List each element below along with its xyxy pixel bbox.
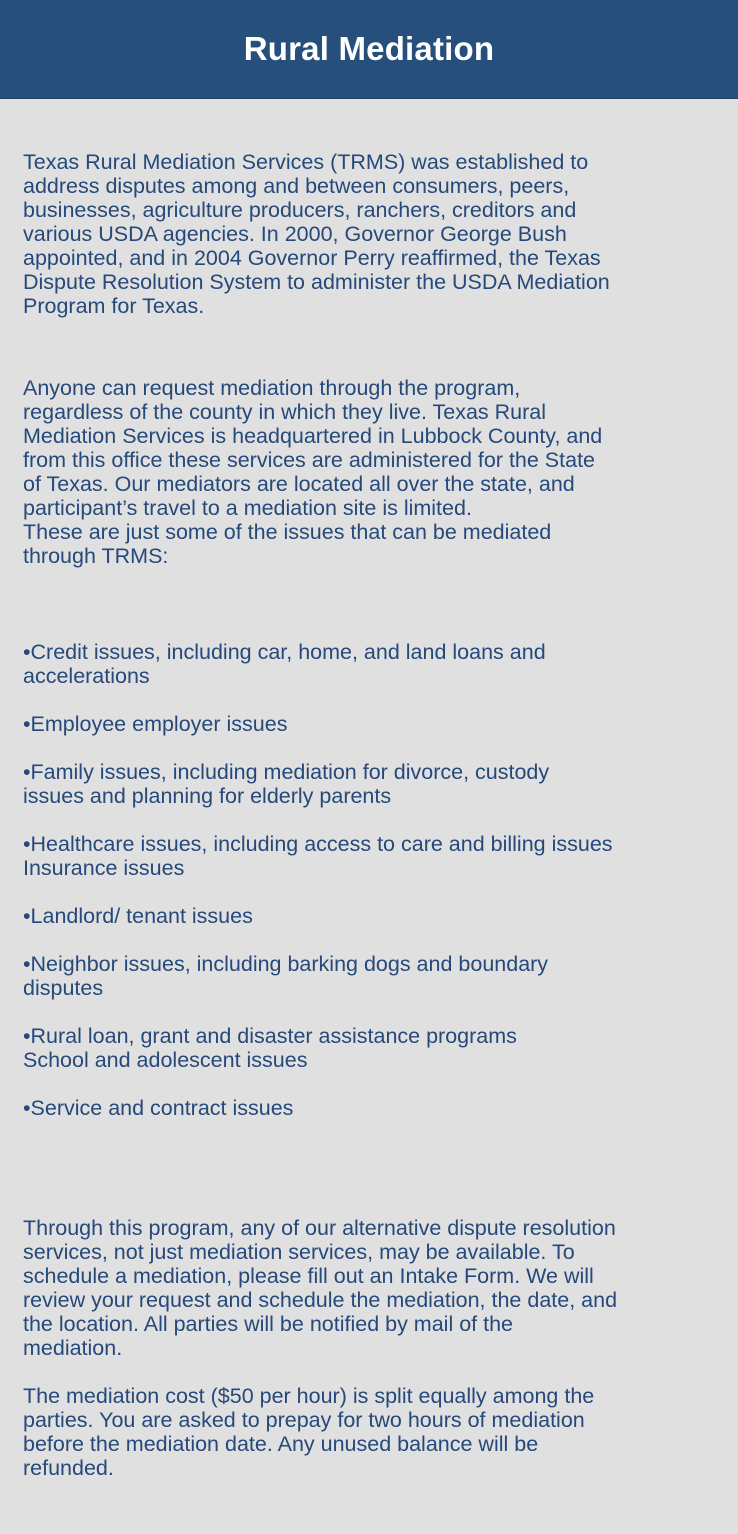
list-item: •Healthcare issues, including access to care and billing issues Insurance issues — [23, 832, 613, 880]
issues-list — [23, 640, 723, 1144]
request-paragraph: Anyone can request mediation through the program, regardless of the county in which they live. Texas Rural Mediation Services is headquartered in Lubbock County, and from this office these services are administered for the State of Texas. Our mediators are located all over the state, and participant’s travel to a mediation site is limited. These are just some of the issues that can be mediated through TRMS: — [23, 376, 603, 568]
list-item: •Family issues, including mediation for divorce, custody issues and planning for elderly parents — [23, 760, 550, 808]
program-paragraph: Through this program, any of our alternative dispute resolution services, not just mediation services, may be available. To schedule a mediation, please fill out an Intake Form. We will review your request and schedule the mediation, the date, and the location. All parties will be notified by mail of the mediation. — [23, 1216, 618, 1360]
list-item: •Service and contract issues — [23, 1096, 294, 1120]
list-item: •Credit issues, including car, home, and land loans and accelerations — [23, 640, 546, 688]
page-title: Rural Mediation — [243, 30, 495, 67]
list-item: •Neighbor issues, including barking dogs and boundary disputes — [23, 952, 549, 1000]
list-item: •Landlord/ tenant issues — [23, 904, 253, 928]
cost-paragraph: The mediation cost ($50 per hour) is split equally among the parties. You are asked to prepay for two hours of mediation before the mediation date. Any unused balance will be refunded. — [23, 1384, 595, 1480]
header-bar — [0, 0, 738, 99]
list-item: •Employee employer issues — [23, 712, 288, 736]
intro-paragraph: Texas Rural Mediation Services (TRMS) was established to address disputes among and between consumers, peers, businesses, agriculture producers, ranchers, creditors and various USDA agencies. In 2000, Governor George Bush appointed, and in 2004 Governor Perry reaffirmed, the Texas Dispute Resolution System to administer the USDA Mediation Program for Texas. — [23, 150, 610, 318]
list-item: •Rural loan, grant and disaster assistance programs School and adolescent issues — [23, 1024, 517, 1072]
